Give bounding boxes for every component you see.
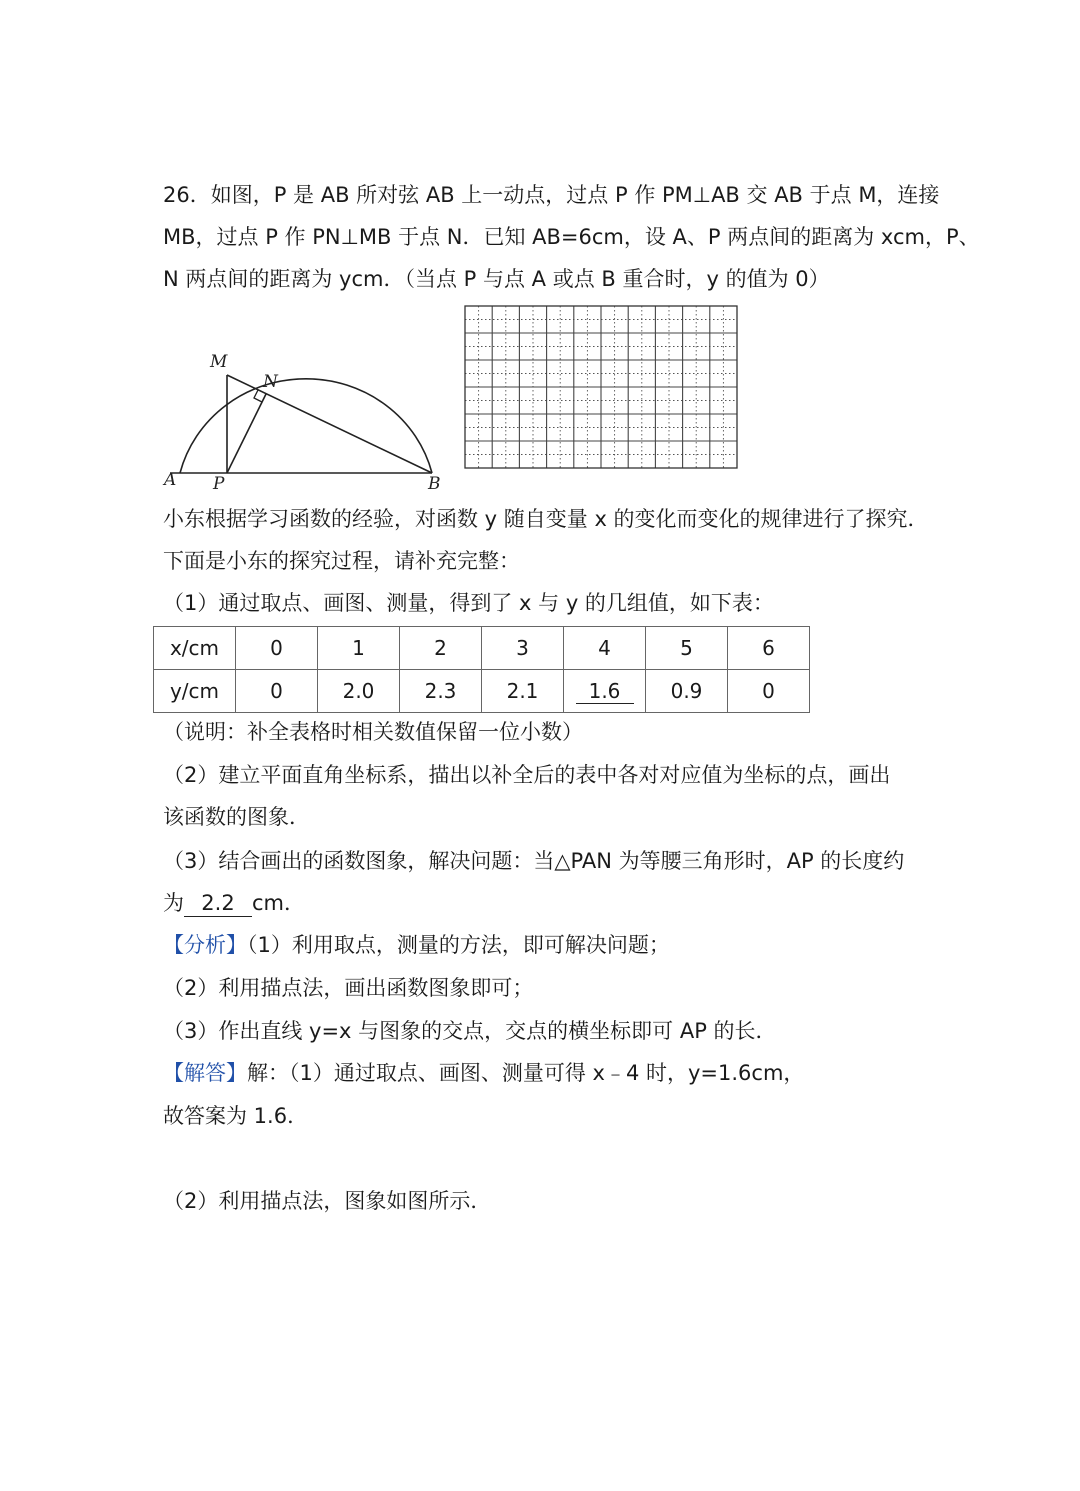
analysis-line-1	[163, 924, 923, 966]
problem-line-3: N 两点间的距离为 ycm．（当点 P 与点 A 或点 B 重合时，y 的值为 0）	[163, 267, 830, 291]
analysis-text-1: （1）利用取点，测量的方法，即可解决问题；	[247, 933, 670, 957]
intro-line-1: 小东根据学习函数的经验，对函数 y 随自变量 x 的变化而变化的规律进行了探究．	[163, 507, 929, 531]
part3-line-2	[163, 882, 923, 924]
x-header: x/cm	[154, 627, 236, 670]
y-cell: 0.9	[646, 670, 728, 713]
y-cell: 2.3	[400, 670, 482, 713]
semicircle-figure	[160, 335, 450, 495]
solution-line-2: 故答案为 1.6．	[163, 1104, 309, 1128]
y-cell: 0	[236, 670, 318, 713]
segment-mb	[227, 375, 432, 473]
solution-line-3: （2）利用描点法，图象如图所示．	[163, 1189, 492, 1213]
y-cell: 0	[728, 670, 810, 713]
analysis-tag: 【分析】	[163, 933, 247, 957]
label-m: M	[210, 352, 228, 372]
label-p: P	[213, 474, 225, 494]
solution-line-1	[163, 1052, 923, 1094]
part2-line-2: 该函数的图象．	[163, 805, 310, 829]
x-cell: 1	[318, 627, 400, 670]
analysis-line-3: （3）作出直线 y=x 与图象的交点，交点的横坐标即可 AP 的长．	[163, 1019, 777, 1043]
x-cell: 4	[564, 627, 646, 670]
x-cell: 6	[728, 627, 810, 670]
y-header: y/cm	[154, 670, 236, 713]
x-cell: 5	[646, 627, 728, 670]
x-cell: 0	[236, 627, 318, 670]
part3-line-1: （3）结合画出的函数图象，解决问题：当△PAN 为等腰三角形时，AP 的长度约	[163, 849, 905, 873]
label-b: B	[428, 474, 441, 494]
solution-tag: 【解答】	[163, 1061, 247, 1085]
y-answer-blank: 1.6	[576, 679, 634, 704]
semicircle-arc	[180, 379, 432, 473]
table-row-x	[154, 627, 810, 670]
analysis-line-2: （2）利用描点法，画出函数图象即可；	[163, 976, 534, 1000]
blank-grid	[464, 305, 738, 469]
xy-value-table	[153, 626, 810, 713]
segment-pn	[227, 394, 266, 473]
label-a: A	[164, 470, 177, 490]
part3-answer-blank: 2.2	[184, 890, 252, 917]
x-cell: 2	[400, 627, 482, 670]
problem-line-2: MB，过点 P 作 PN⊥MB 于点 N．已知 AB=6cm，设 A、P 两点间的距离为 xcm，P、	[163, 225, 980, 249]
part3-suffix: cm．	[252, 891, 306, 915]
intro-line-2: 下面是小东的探究过程，请补充完整：	[163, 549, 520, 573]
y-cell: 2.1	[482, 670, 564, 713]
part1-note: （说明：补全表格时相关数值保留一位小数）	[163, 720, 583, 744]
y-cell-answer	[564, 670, 646, 713]
problem-line-1: 26．如图，P 是 AB 所对弦 AB 上一动点，过点 P 作 PM⊥AB 交 AB 于点 M，连接	[163, 183, 940, 207]
x-cell: 3	[482, 627, 564, 670]
part3-prefix: 为	[163, 891, 184, 915]
part2-line-1: （2）建立平面直角坐标系，描出以补全后的表中各对对应值为坐标的点，画出	[163, 763, 891, 787]
label-n: N	[263, 372, 278, 392]
solution-text-1: 解：（1）通过取点、画图、测量可得 x﹣4 时，y=1.6cm，	[247, 1061, 805, 1085]
part1-text: （1）通过取点、画图、测量，得到了 x 与 y 的几组值，如下表：	[163, 591, 774, 615]
y-cell: 2.0	[318, 670, 400, 713]
table-row-y	[154, 670, 810, 713]
